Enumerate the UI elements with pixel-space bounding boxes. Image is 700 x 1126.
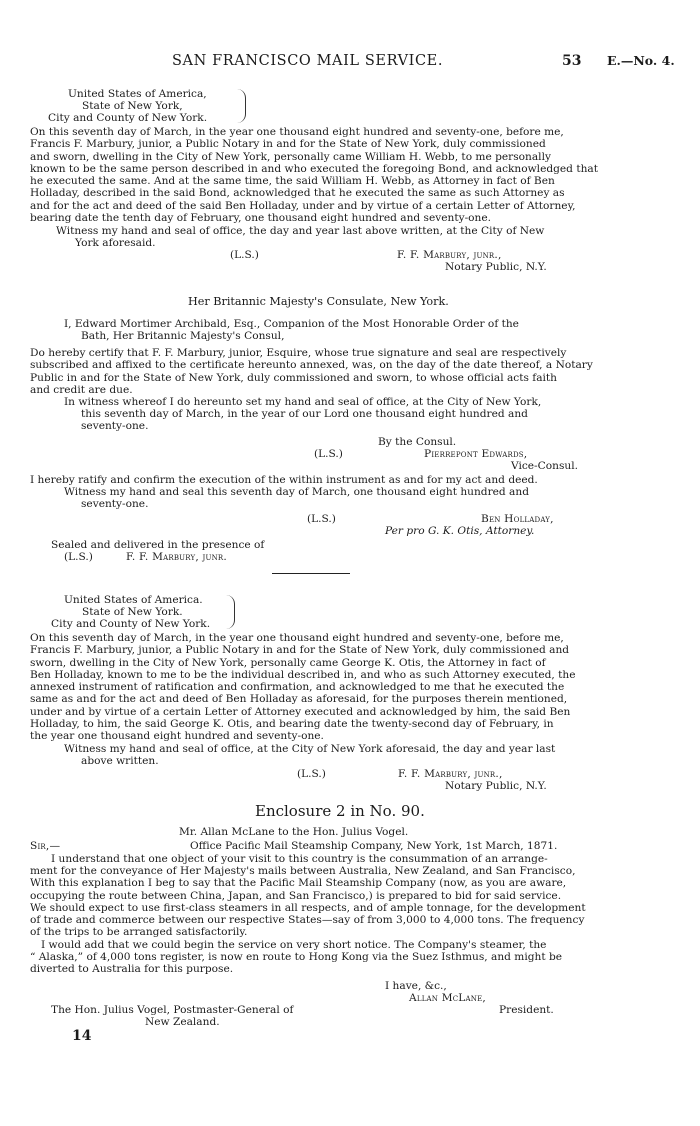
letter-line: I would add that we could begin the service on very short notice. The Company's steamer, the (41, 939, 547, 951)
text-line: On this seventh day of March, in the year one thousand eight hundred and seventy-one, before me, (30, 126, 564, 138)
text-line: subscribed and affixed to the certificate hereunto annexed, was, on the day of the date thereof, a Notary (30, 359, 593, 372)
witness-line: seventy-one. (81, 498, 149, 510)
witness-line: In witness whereof I do hereunto set my hand and seal of office, at the City of New York, (64, 396, 542, 408)
affidavit-body (30, 126, 645, 224)
running-header-title: SAN FRANCISCO MAIL SERVICE. (172, 53, 444, 69)
text-line: the year one thousand eight hundred and seventy-one. (30, 730, 324, 743)
witness-line: above written. (81, 755, 159, 767)
page-number: 53 (562, 53, 582, 69)
text-line: We should expect to use first-class steamers in all respects, and of ample tonnage, for the development (30, 901, 586, 914)
signer-name: Allan McLane, (409, 992, 486, 1004)
signer-title: Vice-Consul. (511, 460, 578, 472)
text-line: “ Alaska,” of 4,000 tons register, is now en route to Hong Kong via the Suez Isthmus, and might be (30, 951, 563, 963)
text-line: of trade and commerce between our respective States—say of from 3,000 to 4,000 tons. The frequency (30, 914, 585, 927)
text-line: same as and for the act and deed of Ben Holladay as aforesaid, for the purposes therein mentioned, (30, 693, 568, 706)
text-line: Holladay, to him, the said George K. Otis, and bearing date the twenty-second day of February, in (30, 718, 554, 731)
seal-mark: (L.S.) (314, 448, 343, 460)
letter-from-to: Mr. Allan McLane to the Hon. Julius Vogel. (179, 826, 409, 838)
seal-mark: (L.S.) (307, 513, 336, 525)
venue-line: City and County of New York. (48, 112, 208, 124)
text-line: Francis F. Marbury, junior, a Public Notary in and for the State of New York, duly commissioned and (30, 644, 570, 657)
consul-intro-line: Bath, Her Britannic Majesty's Consul, (81, 330, 285, 342)
consul-intro-line (64, 318, 646, 330)
signer-name: Ben Holladay, (481, 513, 554, 525)
text-line: and sworn, dwelling in the City of New York, personally came William H. Webb, to me personally (30, 150, 551, 163)
sealed-delivered-line: Sealed and delivered in the presence of (51, 539, 265, 551)
text-line: he executed the same. And at the same time, the said William H. Webb, as Attorney in fact of Ben (30, 175, 555, 188)
per-pro-line: Per pro G. K. Otis, Attorney. (385, 525, 535, 537)
affidavit-body (30, 632, 645, 743)
signer-name: F. F. Marbury, junr., (397, 249, 502, 261)
text-line: and credit are due. (30, 383, 133, 396)
by-the-consul: By the Consul. (378, 436, 457, 448)
consul-intro-text: I, Edward Mortimer Archibald, Esq., Companion of the Most Honorable Order of the (64, 318, 519, 330)
text-line: Francis F. Marbury, junior, a Public Notary in and for the State of New York, duly commissioned (30, 138, 546, 151)
text-line: Holladay, described in the said Bond, acknowledged that he executed the same as such Attorney as (30, 187, 565, 200)
witness-line: seventy-one. (81, 420, 149, 432)
venue-brace (237, 89, 246, 123)
text-line: Public in and for the State of New York, duly commissioned and sworn, to whose official acts faith (30, 371, 558, 384)
witness-name: F. F. Marbury, junr. (126, 551, 227, 563)
witness-line: Witness my hand and seal of office, at the City of New York aforesaid, the day and year last (64, 743, 556, 755)
letter-address: Office Pacific Mail Steamship Company, New York, 1st March, 1871. (190, 840, 558, 852)
ratify-line: I hereby ratify and confirm the execution of the within instrument as and for my act and deed. (30, 474, 538, 486)
letter-paragraph (30, 865, 645, 939)
text-line: annexed instrument of ratification and confirmation, and acknowledged to me that he executed the (30, 681, 565, 694)
letter-closing: I have, &c., (385, 980, 447, 992)
text-line: sworn, dwelling in the City of New York, personally came George K. Otis, the Attorney in fact of (30, 656, 546, 669)
text-line: and for the act and deed of the said Ben Holladay, under and by virtue of a certain Letter of Attorney, (30, 199, 576, 212)
letter-line: I understand that one object of your visit to this country is the consummation of an arrange- (51, 853, 548, 865)
venue-line: City and County of New York. (51, 618, 211, 630)
text-line: On this seventh day of March, in the year one thousand eight hundred and seventy-one, before me, (30, 632, 564, 644)
venue-line: United States of America, (68, 88, 207, 100)
signer-name: Pierrepont Edwards, (424, 448, 528, 460)
signer-title: Notary Public, N.Y. (445, 780, 547, 792)
signer-name: F. F. Marbury, junr., (398, 768, 503, 780)
witness-line: Witness my hand and seal this seventh day of March, one thousand eight hundred and (64, 486, 529, 498)
text-line: diverted to Australia for this purpose. (30, 963, 234, 976)
certify-paragraph (30, 347, 645, 396)
text-line: Ben Holladay, known to me to be the individual described in, and who as such Attorney executed, the (30, 668, 576, 681)
text-line: ment for the conveyance of Her Majesty's mails between Australia, New Zealand, and San Francisco, (30, 865, 576, 877)
text-line: Do hereby certify that F. F. Marbury, junior, Esquire, whose true signature and seal are respectively (30, 347, 567, 359)
sheet-number: 14 (72, 1028, 92, 1044)
witness-line: this seventh day of March, in the year of our Lord one thousand eight hundred and (81, 408, 528, 420)
venue-line: State of New York. (82, 606, 183, 618)
salutation: Sir,— (30, 840, 61, 852)
section-divider (272, 573, 350, 574)
venue-line: United States of America. (64, 594, 203, 606)
text-line: of the trips to be arranged satisfactorily. (30, 926, 248, 939)
venue-brace (226, 595, 235, 629)
text-line: With this explanation I beg to say that the Pacific Mail Steamship Company (now, as you are aware, (30, 877, 567, 890)
consulate-heading: Her Britannic Majesty's Consulate, New York. (188, 295, 449, 308)
witness-line: York aforesaid. (75, 237, 156, 249)
addressee-line: The Hon. Julius Vogel, Postmaster-General of (51, 1004, 294, 1016)
signer-title: Notary Public, N.Y. (445, 261, 547, 273)
witness-line: Witness my hand and seal of office, the day and year last above written, at the City of New (56, 225, 545, 237)
signer-title: President. (499, 1004, 554, 1016)
seal-mark: (L.S.) (297, 768, 326, 780)
enclosure-heading: Enclosure 2 in No. 90. (255, 802, 425, 820)
text-line: bearing date the tenth day of February, one thousand eight hundred and seventy-one. (30, 212, 492, 225)
text-line: under and by virtue of a certain Letter of Attorney executed and acknowledged by him, the said Ben (30, 705, 571, 718)
text-line: known to be the same person described in and who executed the foregoing Bond, and acknowledged that (30, 162, 598, 175)
venue-line: State of New York, (82, 100, 183, 112)
addressee-country: New Zealand. (145, 1016, 220, 1028)
seal-mark: (L.S.) (64, 551, 93, 563)
seal-mark: (L.S.) (230, 249, 259, 261)
text-line: occupying the route between China, Japan, and San Francisco,) is prepared to bid for said service. (30, 889, 562, 902)
document-reference: E.—No. 4. (607, 53, 675, 68)
letter-paragraph (30, 951, 645, 976)
